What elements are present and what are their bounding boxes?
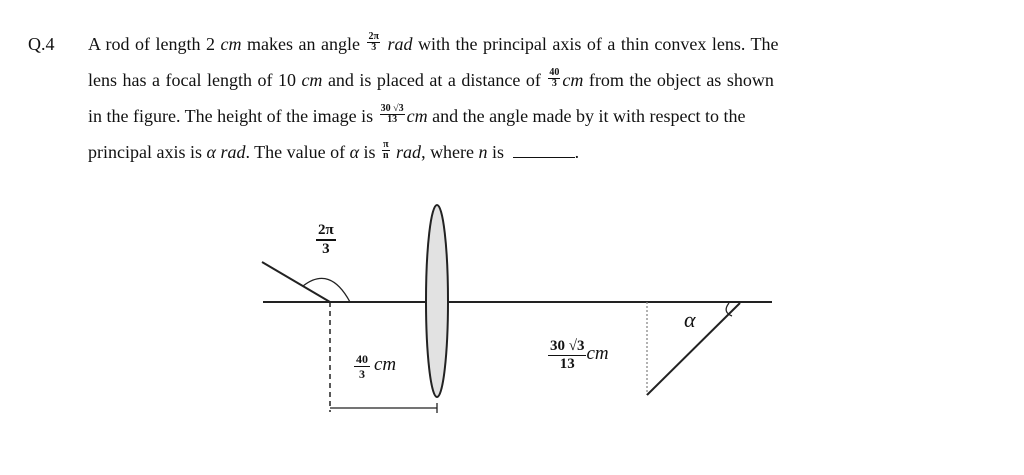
question-line-2: lens has a focal length of 10 cm and is placed at a distance of $\frac{40}{3}$ cm from the object as shown [88, 67, 774, 90]
fraction: $\frac{2\pi}{3}$ [368, 31, 379, 54]
fraction: $\frac{30 √3}{13}$ [380, 103, 404, 126]
object-angle-label: $\frac{2\pi}{3}$ [318, 222, 334, 257]
image-angle-arc [726, 303, 732, 316]
fraction: $\frac{\pi}{n}$ [383, 139, 389, 162]
question-line-4: principal axis is α rad. The value of α is $\frac{\pi}{n}$ rad, where n is . [88, 139, 580, 162]
convex-lens [426, 205, 448, 397]
question-number: Q.4 [28, 34, 55, 54]
question-line-3: in the figure. The height of the image is $\frac{30 √3}{13}$ cm and the angle made by it with respect to the [88, 103, 746, 126]
fraction: $\frac{40}{3}$ [549, 67, 560, 90]
image-angle-label: α [684, 307, 696, 332]
object-rod [262, 262, 330, 302]
question-line-1: A rod of length 2 cm makes an angle $\frac{2\pi}{3}$ rad with the principal axis of a thin convex lens. The [88, 31, 779, 54]
object-distance-label: $\frac{40}{3}$ cm [356, 352, 397, 381]
image-height-label: $\frac{30 √3}{13}$ cm [550, 338, 609, 372]
